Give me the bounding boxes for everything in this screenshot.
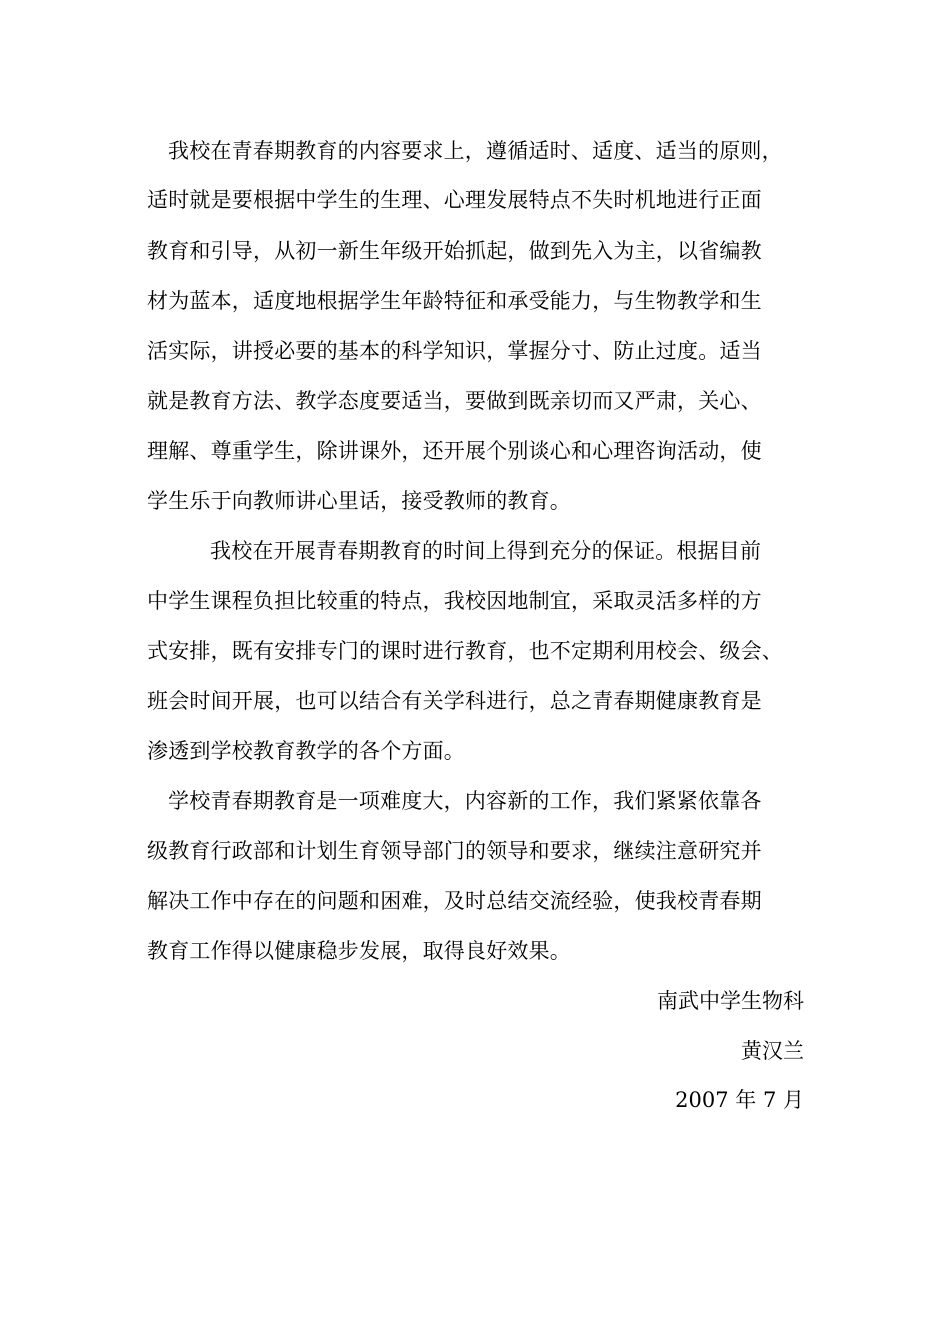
paragraph-1-line-8: 学生乐于向教师讲心里话，接受教师的教育。 [147, 489, 571, 513]
signature-date: 2007 年 7 月 [675, 1088, 804, 1112]
paragraph-1-line-3: 教育和引导，从初一新生年级开始抓起，做到先入为主，以省编教 [147, 239, 762, 263]
paragraph-3-line-3: 解决工作中存在的问题和困难，及时总结交流经验，使我校青春期 [147, 889, 762, 913]
paragraph-2-line-5: 渗透到学校教育教学的各个方面。 [147, 739, 465, 763]
paragraph-2-line-4: 班会时间开展，也可以结合有关学科进行，总之青春期健康教育是 [147, 689, 762, 713]
signature-author: 黄汉兰 [741, 1039, 804, 1063]
paragraph-1-line-2: 适时就是要根据中学生的生理、心理发展特点不失时机地进行正面 [147, 188, 762, 212]
paragraph-2-line-2: 中学生课程负担比较重的特点，我校因地制宜，采取灵活多样的方 [147, 589, 762, 613]
paragraph-1-line-5: 活实际，讲授必要的基本的科学知识，掌握分寸、防止过度。适当 [147, 339, 762, 363]
paragraph-2-line-1: 我校在开展青春期教育的时间上得到充分的保证。根据目前 [210, 539, 762, 563]
paragraph-1-line-7: 理解、尊重学生，除讲课外，还开展个别谈心和心理咨询活动，使 [147, 439, 762, 463]
paragraph-1-line-6: 就是教育方法、教学态度要适当，要做到既亲切而又严肃，关心、 [147, 389, 762, 413]
paragraph-2-line-3: 式安排，既有安排专门的课时进行教育，也不定期利用校会、级会、 [147, 639, 783, 663]
signature-organization: 南武中学生物科 [657, 989, 804, 1013]
paragraph-3-line-4: 教育工作得以健康稳步发展，取得良好效果。 [147, 939, 571, 963]
paragraph-3-line-1: 学校青春期教育是一项难度大，内容新的工作，我们紧紧依靠各 [168, 789, 762, 813]
paragraph-1-line-4: 材为蓝本，适度地根据学生年龄特征和承受能力，与生物教学和生 [147, 289, 762, 313]
paragraph-3-line-2: 级教育行政部和计划生育领导部门的领导和要求，继续注意研究并 [147, 839, 762, 863]
paragraph-1-line-1: 我校在青春期教育的内容要求上，遵循适时、适度、适当的原则， [168, 139, 783, 163]
